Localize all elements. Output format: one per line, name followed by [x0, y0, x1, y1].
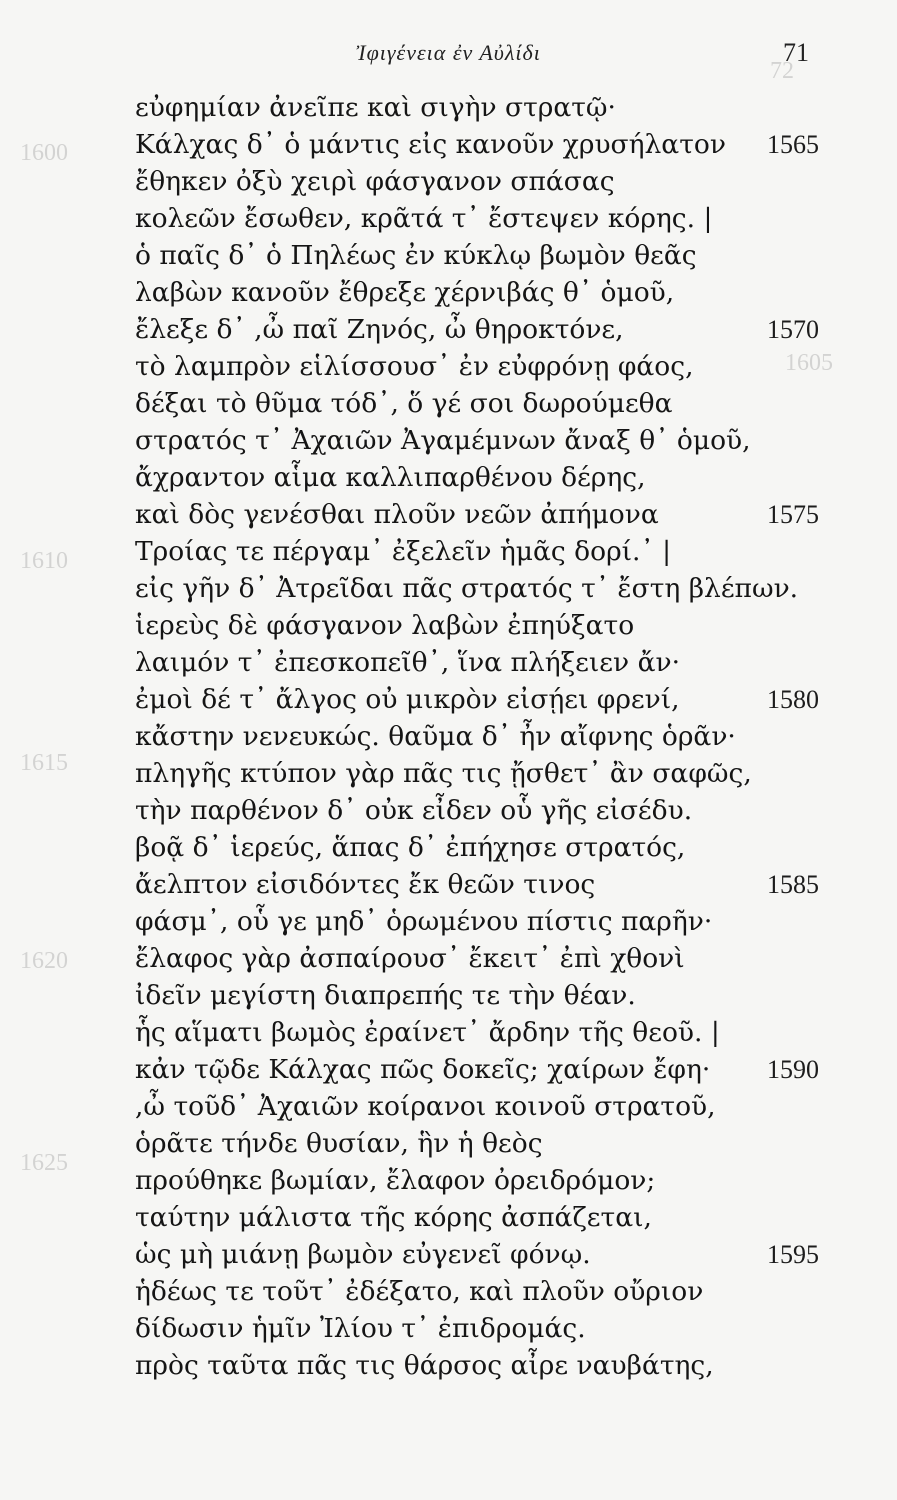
verse-line: δέξαι τὸ θῦμα τόδ᾿, ὅ γέ σοι δωρούμεθα — [135, 388, 673, 419]
verse-line: ταύτην μάλιστα τῆς κόρης ἀσπάζεται, — [135, 1202, 652, 1233]
line-number: 1590 — [767, 1055, 819, 1084]
line-number: 1570 — [767, 315, 819, 344]
verse-line: λαβὼν κανοῦν ἔθρεξε χέρνιβάς θ᾿ ὁμοῦ, — [135, 277, 675, 308]
verse-line: ἧς αἵματι βωμὸς ἐραίνετ᾿ ἄρδην τῆς θεοῦ. | — [135, 1017, 720, 1048]
verse-line: ὁρᾶτε τήνδε θυσίαν, ἣν ἡ θεὸς — [135, 1128, 543, 1159]
verse-line: ἔλεξε δ᾿ ,ὦ παῖ Ζηνός, ὦ θηροκτόνε, 1570 — [135, 311, 875, 348]
verse-line: λαιμόν τ᾿ ἐπεσκοπεῖθ᾿, ἵνα πλήξειεν ἄν· — [135, 647, 680, 678]
bleed-through-number: 1605 — [785, 350, 833, 376]
verse-line: ὁ παῖς δ᾿ ὁ Πηλέως ἐν κύκλῳ βωμὸν θεᾶς — [135, 240, 697, 271]
verse-line: ὡς μὴ μιάνῃ βωμὸν εὐγενεῖ φόνῳ. 1595 — [135, 1236, 875, 1273]
bleed-through-number: 1610 — [20, 548, 68, 574]
verse-line: εὐφημίαν ἀνεῖπε καὶ σιγὴν στρατῷ· — [135, 92, 616, 123]
page-number: 71 — [783, 38, 809, 67]
bleed-through-number: 1620 — [20, 948, 68, 974]
bleed-through-number: 72 — [770, 58, 794, 84]
verse-line: ἰδεῖν μεγίστη διαπρεπής τε τὴν θέαν. — [135, 980, 636, 1011]
bleed-through-number: 1600 — [20, 140, 68, 166]
verse-line: ἡδέως τε τοῦτ᾿ ἐδέξατο, καὶ πλοῦν οὔριον — [135, 1276, 704, 1307]
verse-line: Κάλχας δ᾿ ὁ μάντις εἰς κανοῦν χρυσήλατον 1565 — [135, 126, 875, 163]
verse-line: ἔλαφος γὰρ ἀσπαίρουσ᾿ ἔκειτ᾿ ἐπὶ χθονὶ — [135, 943, 685, 974]
line-number: 1565 — [767, 130, 819, 159]
verse-line: ἔθηκεν ὀξὺ χειρὶ φάσγανον σπάσας — [135, 166, 615, 197]
line-number: 1580 — [767, 685, 819, 714]
verse-line: τὴν παρθένον δ᾿ οὐκ εἶδεν οὗ γῆς εἰσέδυ. — [135, 795, 693, 826]
verse-line: Τροίας τε πέργαμ᾿ ἐξελεῖν ἡμᾶς δορί.᾿ | — [135, 536, 672, 567]
bleed-through-number: 1625 — [20, 1150, 68, 1176]
verse-line: ἐμοὶ δέ τ᾿ ἄλγος οὐ μικρὸν εἰσῄει φρενί, 1580 — [135, 681, 875, 718]
line-number: 1585 — [767, 870, 819, 899]
verse-line: τὸ λαμπρὸν εἱλίσσουσ᾿ ἐν εὐφρόνῃ φάος, — [135, 351, 694, 382]
verse-line: προύθηκε βωμίαν, ἔλαφον ὀρειδρόμον; — [135, 1165, 656, 1196]
verse-line: φάσμ᾿, οὗ γε μηδ᾿ ὁρωμένου πίστις παρῆν· — [135, 906, 713, 937]
line-number: 1575 — [767, 500, 819, 529]
verse-line: καὶ δὸς γενέσθαι πλοῦν νεῶν ἀπήμονα 1575 — [135, 496, 875, 533]
line-number: 1595 — [767, 1240, 819, 1269]
verse-line: στρατός τ᾿ Ἀχαιῶν Ἀγαμέμνων ἄναξ θ᾿ ὁμοῦ, — [135, 425, 751, 456]
verse-line: δίδωσιν ἡμῖν Ἰλίου τ᾿ ἐπιδρομάς. — [135, 1313, 586, 1344]
verse-line: κολεῶν ἔσωθεν, κρᾶτά τ᾿ ἔστεψεν κόρης. | — [135, 203, 713, 234]
verse-line: εἰς γῆν δ᾿ Ἀτρεῖδαι πᾶς στρατός τ᾿ ἔστη βλέπων. — [135, 573, 799, 604]
verse-line: ,ὦ τοῦδ᾿ Ἀχαιῶν κοίρανοι κοινοῦ στρατοῦ, — [135, 1091, 716, 1122]
bleed-through-number: 1615 — [20, 750, 68, 776]
verse-line: κἀν τῷδε Κάλχας πῶς δοκεῖς; χαίρων ἔφη· 1590 — [135, 1051, 875, 1088]
verse-line: πληγῆς κτύπον γὰρ πᾶς τις ᾔσθετ᾿ ἂν σαφῶς, — [135, 758, 752, 789]
verse-line: ἄελπτον εἰσιδόντες ἔκ θεῶν τινος 1585 — [135, 866, 875, 903]
running-title: Ἰφιγένεια ἐν Αὐλίδι — [356, 40, 541, 65]
verse-line: βοᾷ δ᾿ ἱερεύς, ἅπας δ᾿ ἐπήχησε στρατός, — [135, 832, 686, 863]
verse-line: πρὸς ταῦτα πᾶς τις θάρσος αἶρε ναυβάτης, — [135, 1350, 714, 1381]
verse-line: ἄχραντον αἷμα καλλιπαρθένου δέρης, — [135, 462, 646, 493]
verse-line: ἱερεὺς δὲ φάσγανον λαβὼν ἐπηύξατο — [135, 610, 635, 641]
verse-line: κἄστην νενευκώς. θαῦμα δ᾿ ἦν αἴφνης ὁρᾶν· — [135, 721, 736, 752]
